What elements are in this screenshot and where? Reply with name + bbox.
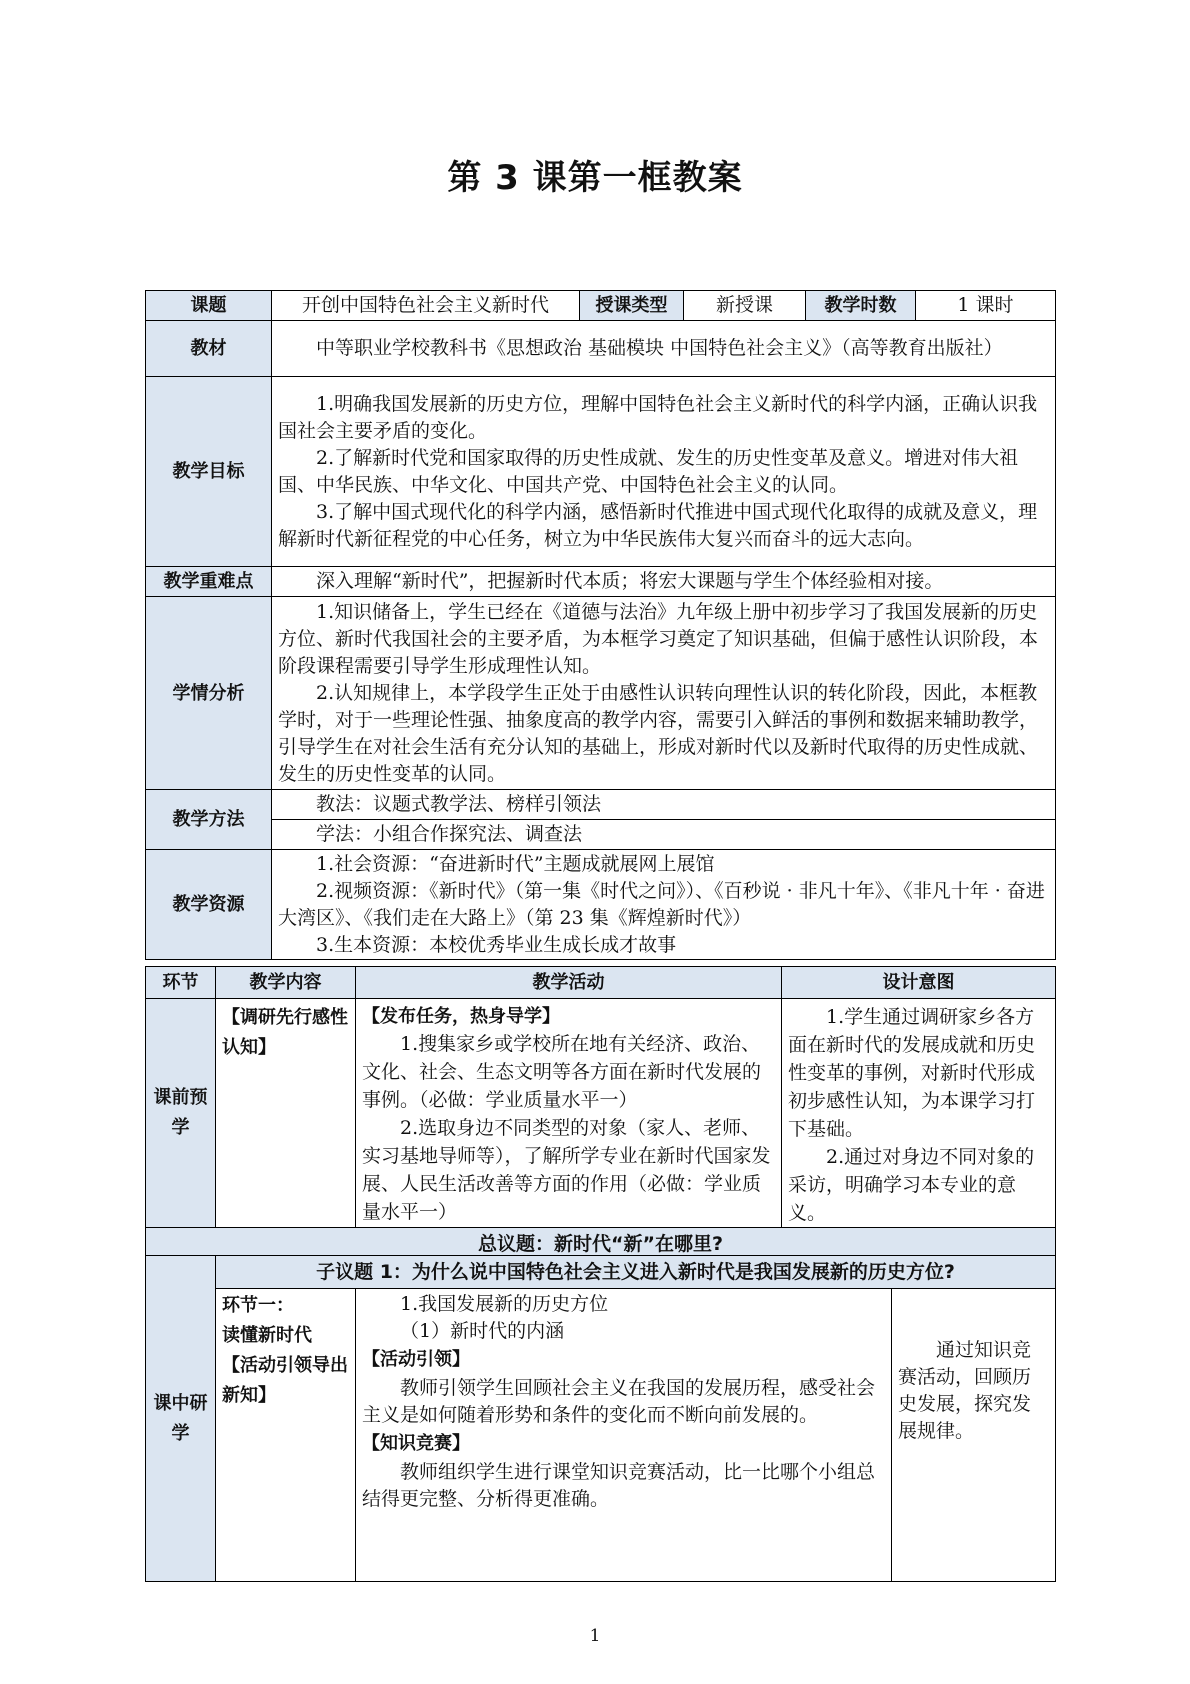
topic-label: 课题: [146, 291, 272, 321]
topic-value: 开创中国特色社会主义新时代: [272, 291, 580, 321]
type-label: 授课类型: [580, 291, 684, 321]
document-title: 第 3 课第一框教案: [447, 158, 743, 198]
goal-item: 1.明确我国发展新的历史方位，理解中国特色社会主义新时代的科学内涵，正确认识我国社会主要矛盾的变化。: [278, 392, 1038, 442]
resource-label: 教学资源: [146, 850, 272, 960]
pre-content: 【调研先行感性认知】: [222, 1007, 348, 1058]
goals-label: 教学目标: [146, 377, 272, 567]
pre-intent-item: 1.学生通过调研家乡各方面在新时代的发展成就和历史性变革的事例，对新时代形成初步感性认知，为本课学习打下基础。: [788, 1006, 1036, 1140]
method-learn: 学法：小组合作探究法、调查法: [316, 823, 583, 845]
quiz-text: 教师组织学生进行课堂知识竞赛活动，比一比哪个小组总结得更完整、分析得更准确。: [362, 1461, 876, 1510]
inclass-stage: 课中研学: [146, 1256, 216, 1582]
textbook-value: 中等职业学校教科书《思想政治 基础模块 中国特色社会主义》（高等教育出版社）: [316, 337, 1003, 359]
resource-item: 3.生本资源：本校优秀毕业生成长成才故事: [316, 933, 677, 956]
pre-activity-item: 2.选取身边不同类型的对象（家人、老师、实习基地导师等），了解所学专业在新时代国家发展、人民生活改善等方面的作用（必做：学业质量水平一）: [362, 1117, 771, 1223]
goal-item: 3.了解中国式现代化的科学内涵，感悟新时代推进中国式现代化取得的成就及意义，理解新时代新征程党的中心任务，树立为中华民族伟大复兴而奋斗的远大志向。: [278, 500, 1038, 550]
analysis-item: 2.认知规律上，本学段学生正处于由感性认识转向理性认识的转化阶段，因此，本框教学时，对于一些理论性强、抽象度高的教学内容，需要引入鲜活的事例和数据来辅助教学，引导学生在对社会生活有充分认知的基础上，形成对新时代以及新时代取得的历史性成就、发生的历史性变革的认同。: [278, 681, 1039, 785]
pre-intent-item: 2.通过对身边不同对象的采访，明确学习本专业的意义。: [788, 1146, 1035, 1224]
textbook-label: 教材: [146, 321, 272, 377]
pre-activity-item: 1.搜集家乡或学校所在地有关经济、政治、文化、社会、生态文明等各方面在新时代发展的事例。（必做：学业质量水平一）: [362, 1033, 762, 1111]
hours-value: 1 课时: [916, 291, 1056, 321]
header-content: 教学内容: [216, 967, 356, 999]
type-value: 新授课: [684, 291, 806, 321]
inclass-table: [145, 1255, 1056, 1582]
inclass-content-2: 读懂新时代: [222, 1325, 312, 1346]
header-stage: 环节: [146, 967, 216, 999]
pre-stage: 课前预学: [146, 999, 216, 1228]
page-number: 1: [589, 1626, 601, 1646]
inclass-content-3: 【活动引领导出新知】: [222, 1355, 348, 1406]
key-value: 深入理解“新时代”，把握新时代本质；将宏大课题与学生个体经验相对接。: [316, 570, 944, 592]
resource-item: 2.视频资源：《新时代》（第一集《时代之问》）、《百秒说 · 非凡十年》、《非凡十年 · 奋进大湾区》、《我们走在大路上》（第 23 集《辉煌新时代》）: [278, 879, 1045, 929]
pre-activity-title: 【发布任务，热身导学】: [362, 1006, 560, 1027]
info-table: [145, 290, 1056, 960]
inclass-line: 1.我国发展新的历史方位: [400, 1293, 609, 1315]
inclass-intent: 通过知识竞赛活动，回顾历史发展，探究发展规律。: [898, 1339, 1032, 1442]
resource-item: 1.社会资源：“奋进新时代”主题成就展网上展馆: [316, 852, 715, 875]
hours-label: 教学时数: [806, 291, 916, 321]
sub-question: 子议题 1：为什么说中国特色社会主义进入新时代是我国发展新的历史方位?: [216, 1256, 1056, 1289]
main-question: 总议题：新时代“新”在哪里?: [146, 1228, 1056, 1261]
key-label: 教学重难点: [146, 567, 272, 597]
header-intent: 设计意图: [782, 967, 1056, 999]
activity-lead-title: 【活动引领】: [362, 1349, 470, 1370]
inclass-line: （1）新时代的内涵: [400, 1320, 565, 1342]
method-label: 教学方法: [146, 790, 272, 850]
analysis-label: 学情分析: [146, 597, 272, 790]
process-table: [145, 966, 1056, 1261]
header-activity: 教学活动: [356, 967, 782, 999]
goal-item: 2.了解新时代党和国家取得的历史性成就、发生的历史性变革及意义。增进对伟大祖国、中华民族、中华文化、中国共产党、中国特色社会主义的认同。: [278, 446, 1019, 496]
method-teach: 教法：议题式教学法、榜样引领法: [316, 793, 602, 815]
analysis-item: 1.知识储备上，学生已经在《道德与法治》九年级上册中初步学习了我国发展新的历史方位、新时代我国社会的主要矛盾，为本框学习奠定了知识基础，但偏于感性认识阶段，本阶段课程需要引导学生形成理性认知。: [278, 600, 1039, 677]
activity-lead-text: 教师引领学生回顾社会主义在我国的发展历程，感受社会主义是如何随着形势和条件的变化而不断向前发展的。: [362, 1377, 876, 1426]
quiz-title: 【知识竞赛】: [362, 1433, 470, 1454]
inclass-content-1: 环节一：: [222, 1295, 294, 1316]
